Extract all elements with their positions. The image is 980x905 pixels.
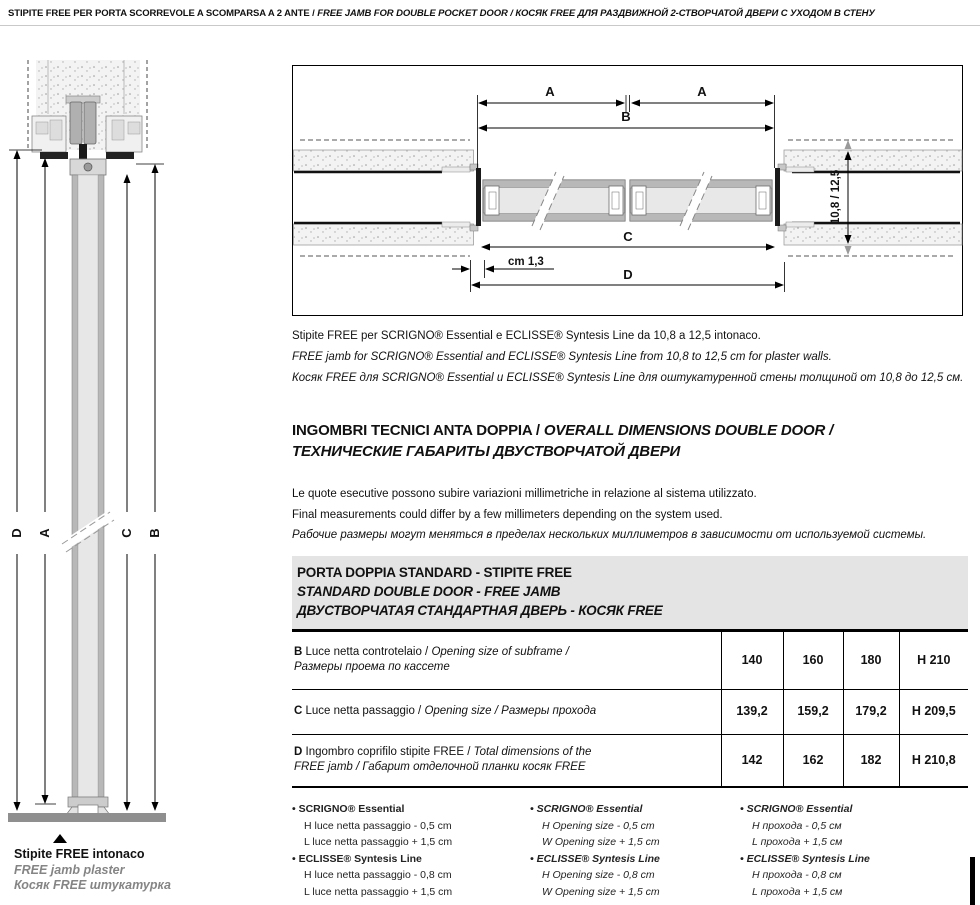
- brand-scrigno: • SCRIGNO® Essential: [292, 801, 530, 818]
- section-note-ru: Рабочие размеры могут меняться в пределах нескольких миллиметров в зависимости от используемой системы.: [292, 529, 927, 541]
- table-title-it: PORTA DOPPIA STANDARD - STIPITE FREE: [297, 565, 572, 580]
- left-caption-ru: Косяк FREE штукатурка: [14, 878, 171, 892]
- door-panel-vertical: [62, 159, 114, 797]
- note-line: H luce netta passaggio - 0,5 cm: [304, 819, 452, 832]
- dimensions-table: [292, 556, 968, 788]
- row-b-label: B Luce netta controtelaio / Opening size of subframe / Размеры проема по кассете: [292, 632, 721, 689]
- left-drawing-caption: [14, 847, 171, 894]
- section-note: [292, 484, 972, 546]
- dimensions-grid: [292, 632, 968, 788]
- row-c-value-140: 139,2: [721, 689, 783, 734]
- brand-eclisse: • ECLISSE® Syntesis Line: [740, 851, 978, 868]
- page-title: [0, 0, 980, 26]
- note-line: W Opening size + 1,5 cm: [542, 836, 660, 848]
- page-title-it: STIPITE FREE PER PORTA SCORREVOLE A SCOMPARSA A 2 ANTE /: [8, 8, 318, 19]
- row-c-label: C Luce netta passaggio / Opening size / Размеры прохода: [292, 689, 721, 734]
- arrow-up-marker: [53, 834, 67, 843]
- section-note-en: Final measurements could differ by a few millimeters depending on the system used.: [292, 508, 723, 521]
- note-line: L luce netta passaggio + 1,5 cm: [304, 885, 453, 898]
- dim-label-d: D: [623, 267, 633, 282]
- row-d-label: D Ingombro coprifilo stipite FREE / Total dimensions of the FREE jamb / Габарит отделочной планки косяк FREE: [292, 734, 721, 787]
- dim-label-c: C: [119, 528, 134, 538]
- table-title: [292, 556, 968, 632]
- brand-scrigno: • SCRIGNO® Essential: [740, 801, 978, 818]
- note-line: L прохода + 1,5 см: [752, 885, 843, 898]
- brand-notes-it: [292, 801, 530, 900]
- brand-notes: [292, 801, 978, 900]
- note-line: H luce netta passaggio - 0,8 cm: [304, 869, 452, 881]
- row-c-value-160: 159,2: [783, 689, 843, 734]
- row-b-value-180: 180: [843, 632, 899, 689]
- dim-label-a: A: [37, 528, 52, 538]
- horizontal-section-diagram: [292, 64, 964, 323]
- table-row-c: [292, 689, 968, 734]
- section-heading-ru: ТЕХНИЧЕСКИЕ ГАБАРИТЫ ДВУСТВОРЧАТОЙ ДВЕРИ: [292, 443, 681, 460]
- row-d-value-180: 182: [843, 734, 899, 787]
- left-caption-it: Stipite FREE intonaco: [14, 847, 145, 861]
- diagram-caption-it: Stipite FREE per SCRIGNO® Essential e ECLISSE® Syntesis Line da 10,8 a 12,5 intonaco.: [292, 330, 761, 342]
- note-line: L luce netta passaggio + 1,5 cm: [304, 836, 453, 848]
- door-panel-left: [483, 172, 625, 230]
- floor-guide: [66, 797, 110, 815]
- dim-label-offset: cm 1,3: [508, 256, 544, 268]
- brand-notes-en: [530, 801, 740, 900]
- dim-label-d: D: [9, 528, 24, 538]
- dim-label-wall-thickness: 10,8 / 12,5: [830, 169, 842, 225]
- vertical-section-svg: [8, 56, 188, 850]
- note-line: L прохода + 1,5 см: [752, 836, 843, 848]
- dim-label-b: B: [621, 109, 631, 124]
- brand-scrigno: • SCRIGNO® Essential: [530, 801, 740, 818]
- floor-bar: [8, 813, 166, 822]
- row-d-value-140: 142: [721, 734, 783, 787]
- section-heading-it: INGOMBRI TECNICI ANTA DOPPIA /: [292, 422, 544, 439]
- page-title-en-ru: FREE JAMB FOR DOUBLE POCKET DOOR / КОСЯК FREE ДЛЯ РАЗДВИЖНОЙ 2-СТВОРЧАТОЙ ДВЕРИ С УХОДОМ В СТЕНУ: [317, 8, 875, 19]
- table-row-d: [292, 734, 968, 787]
- section-heading-en: OVERALL DIMENSIONS DOUBLE DOOR /: [543, 422, 834, 439]
- section-heading: [292, 420, 972, 462]
- note-line: H прохода - 0,8 см: [752, 869, 842, 881]
- brand-notes-ru: [740, 801, 978, 900]
- left-caption-en: FREE jamb plaster: [14, 862, 125, 877]
- diagram-caption: [292, 326, 972, 389]
- table-row-b: [292, 632, 968, 689]
- brand-eclisse: • ECLISSE® Syntesis Line: [530, 851, 740, 868]
- diagram-caption-ru: Косяк FREE для SCRIGNO® Essential и ECLISSE® Syntesis Line для оштукатуренной стены толщиной от 10,8 до 12,5 см.: [292, 372, 964, 384]
- section-note-it: Le quote esecutive possono subire variazioni millimetriche in relazione al sistema utilizzato.: [292, 488, 757, 500]
- note-line: H Opening size - 0,5 cm: [542, 819, 655, 832]
- row-d-value-h: H 210,8: [899, 734, 968, 787]
- note-line: W Opening size + 1,5 cm: [542, 885, 660, 898]
- brand-eclisse: • ECLISSE® Syntesis Line: [292, 851, 530, 868]
- dim-label-b: B: [147, 528, 162, 538]
- note-line: H прохода - 0,5 см: [752, 819, 842, 832]
- horizontal-section-svg: [292, 64, 964, 318]
- row-c-value-h: H 209,5: [899, 689, 968, 734]
- table-title-en: STANDARD DOUBLE DOOR - FREE JAMB: [297, 584, 561, 599]
- row-b-value-h: H 210: [899, 632, 968, 689]
- table-title-ru: ДВУСТВОРЧАТАЯ СТАНДАРТНАЯ ДВЕРЬ - КОСЯК FREE: [297, 603, 663, 618]
- page-edge-bar: [970, 857, 975, 905]
- dim-label-a-left: A: [545, 84, 555, 99]
- vertical-section-drawing: [8, 56, 188, 855]
- door-panel-right: [630, 172, 772, 230]
- row-c-value-180: 179,2: [843, 689, 899, 734]
- diagram-caption-en: FREE jamb for SCRIGNO® Essential and ECLISSE® Syntesis Line from 10,8 to 12,5 cm for plaster walls.: [292, 351, 832, 363]
- note-line: H Opening size - 0,8 cm: [542, 869, 655, 881]
- dim-label-c: C: [623, 229, 633, 244]
- dim-label-a-right: A: [697, 84, 707, 99]
- row-b-value-140: 140: [721, 632, 783, 689]
- row-b-value-160: 160: [783, 632, 843, 689]
- row-d-value-160: 162: [783, 734, 843, 787]
